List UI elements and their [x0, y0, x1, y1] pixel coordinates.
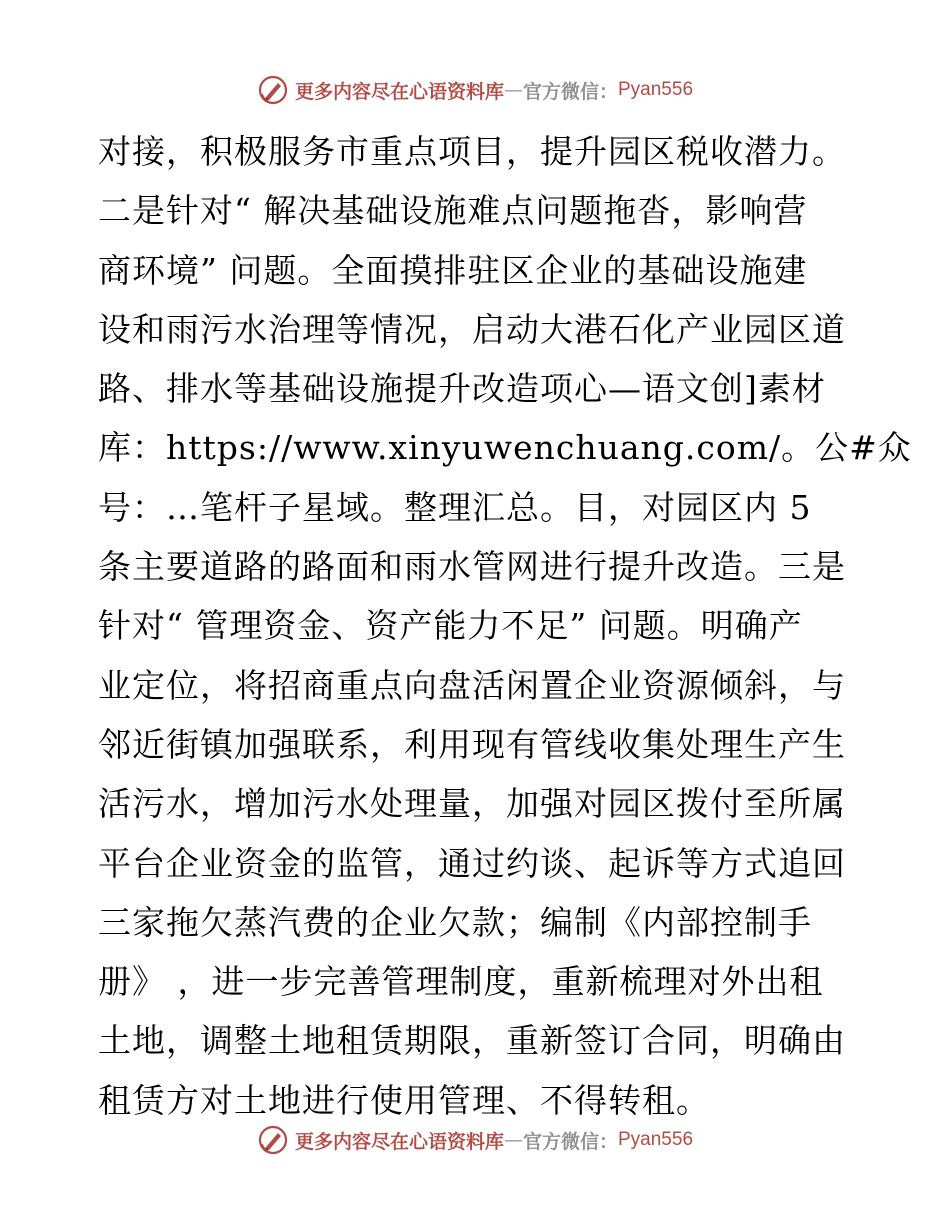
banner-wechat-label: 官方微信： [522, 1130, 618, 1153]
banner-wechat-label: 官方微信： [522, 80, 618, 103]
body-line-8: 条主要道路的路面和雨水管网进行提升改造。三是 [98, 547, 846, 587]
body-line-10: 业定位，将招商重点向盘活闲置企业资源倾斜，与 [98, 665, 846, 705]
body-line-12: 活污水，增加污水处理量，加强对园区拨付至所属 [98, 784, 846, 824]
body-line-13: 平台企业资金的监管，通过约谈、起诉等方式追回 [98, 843, 846, 883]
banner-dash: — [503, 1129, 523, 1151]
banner-dash: — [503, 79, 523, 101]
body-line-6: 库：https://www.xinyuwenchuang.com/。公#众 [98, 428, 912, 468]
body-line-1: 对接，积极服务市重点项目，提升园区税收潜力。 [98, 132, 846, 171]
body-line-7: 号：…笔杆子星域。整理汇总。目，对园区内 5 [98, 487, 812, 527]
banner-wechat-id: Pyan556 [618, 79, 694, 100]
body-line-9: 针对“ 管理资金、资产能力不足” 问题。明确产 [98, 606, 803, 646]
body-line-4: 设和雨污水治理等情况，启动大港石化产业园区道 [98, 309, 846, 349]
body-line-17: 租赁方对土地进行使用管理、不得转租。 [98, 1080, 710, 1120]
body-line-15: 册》 ，进一步完善管理制度，重新梳理对外出租 [98, 962, 824, 1002]
body-line-2: 二是针对“ 解决基础设施难点问题拖沓，影响营 [98, 191, 808, 231]
pen-logo-icon [257, 74, 289, 106]
body-line-14: 三家拖欠蒸汽费的企业欠款；编制《内部控制手 [98, 902, 812, 942]
body-line-11: 邻近街镇加强联系，利用现有管线收集处理生产生 [98, 724, 846, 764]
footer-banner [0, 1122, 950, 1158]
body-line-5: 路、排水等基础设施提升改造项心—语文创]素材 [98, 369, 826, 409]
body-line-16: 土地，调整土地租赁期限，重新签订合同，明确由 [98, 1021, 846, 1061]
banner-text: 更多内容尽在心语资料库 [294, 80, 504, 103]
banner-wechat-id: Pyan556 [618, 1129, 694, 1150]
banner-text: 更多内容尽在心语资料库 [294, 1130, 504, 1153]
document-body [98, 122, 912, 1130]
header-banner [0, 72, 950, 108]
pen-logo-icon [257, 1124, 289, 1156]
body-line-3: 商环境” 问题。全面摸排驻区企业的基础设施建 [98, 250, 808, 290]
